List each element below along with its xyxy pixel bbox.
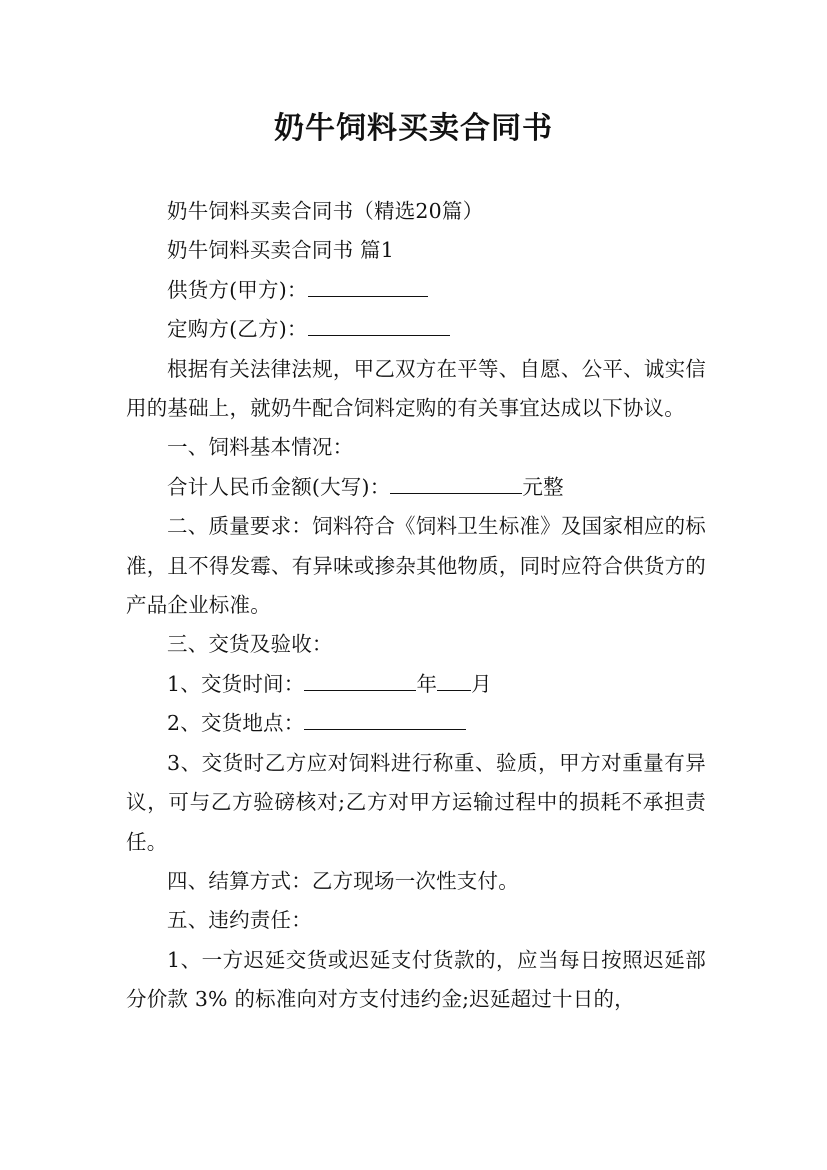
- delivery-month-blank: [437, 668, 471, 691]
- amount-label: 合计人民币金额(大写)：: [167, 474, 391, 499]
- clause5-item1-paragraph: 1、一方迟延交货或迟延支付货款的，应当每日按照迟延部分价款 3% 的标准向对方支付违约金;迟延超过十日的，: [126, 947, 706, 1012]
- document-title: 奶牛饲料买卖合同书: [274, 111, 553, 146]
- buyer-label: 定购方(乙方)：: [167, 317, 308, 342]
- clause3-title: 三、交货及验收：: [167, 632, 333, 657]
- clause2-paragraph: 二、质量要求：饲料符合《饲料卫生标准》及国家相应的标准，且不得发霉、有异味或掺杂其他物质，同时应符合供货方的产品企业标准。: [126, 514, 706, 618]
- delivery-year-blank: [304, 668, 416, 691]
- delivery-time-label: 1、交货时间：: [167, 671, 305, 696]
- supplier-blank: [308, 274, 428, 297]
- buyer-blank: [308, 313, 450, 336]
- section-heading: 奶牛饲料买卖合同书 篇1: [167, 238, 394, 263]
- month-label: 月: [471, 671, 492, 696]
- delivery-place-line: [126, 704, 706, 743]
- clause3-item3-paragraph: 3、交货时乙方应对饲料进行称重、验质，甲方对重量有异议，可与乙方验磅核对;乙方对甲方运输过程中的损耗不承担责任。: [126, 750, 706, 854]
- clause5-title: 五、违约责任：: [167, 908, 312, 933]
- supplier-line: [126, 271, 706, 310]
- subtitle: 奶牛饲料买卖合同书（精选20篇）: [167, 199, 484, 223]
- amount-suffix: 元整: [522, 474, 564, 499]
- amount-line: [126, 468, 706, 507]
- intro-paragraph: 根据有关法律法规，甲乙双方在平等、自愿、公平、诚实信用的基础上，就奶牛配合饲料定购的有关事宜达成以下协议。: [126, 356, 706, 421]
- clause1-title: 一、饲料基本情况：: [167, 435, 354, 460]
- supplier-label: 供货方(甲方)：: [167, 277, 308, 302]
- delivery-time-line: [126, 665, 706, 704]
- document-body: [126, 192, 706, 1020]
- delivery-place-blank: [304, 707, 466, 730]
- delivery-place-label: 2、交货地点：: [167, 711, 305, 736]
- year-label: 年: [416, 671, 438, 696]
- amount-blank: [390, 471, 522, 494]
- buyer-line: [126, 310, 706, 349]
- clause4-paragraph: 四、结算方式：乙方现场一次性支付。: [167, 868, 519, 893]
